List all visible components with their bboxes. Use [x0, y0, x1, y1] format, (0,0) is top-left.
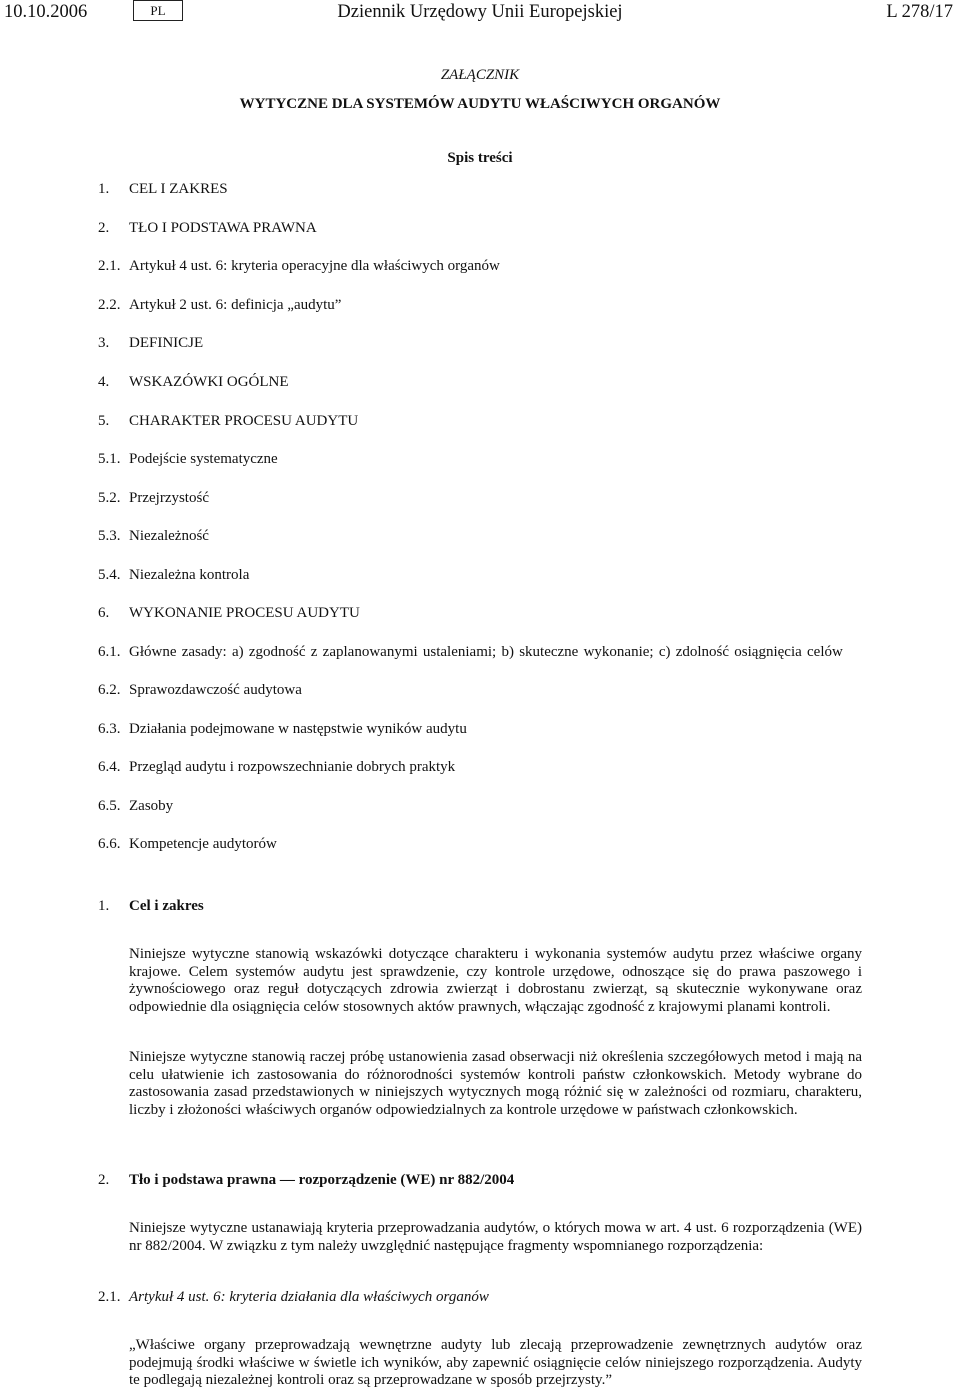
toc-item-text: Kompetencje audytorów	[129, 836, 277, 852]
page-reference: L 278/17	[886, 2, 953, 22]
toc-title: Spis treści	[447, 150, 513, 166]
toc-item-text: Podejście systematyczne	[129, 451, 278, 467]
toc-item-number: 5.4.	[98, 567, 121, 583]
regulation-quote: „Właściwe organy przeprowadzają wewnętrzne audyty lub zlecają przeprowadzenie zewnętrznych audytów oraz podejmują środki właściwe w świetle ich wyników, aby zapewnić osiągnięcie celów niniejszego rozporządzenia. Audyty te podlegają niezależnej kontroli oraz są przeprowadzane w sposób przejrzysty.”	[129, 1337, 862, 1389]
toc-item-number: 6.4.	[98, 759, 121, 775]
section-2-heading: Tło i podstawa prawna — rozporządzenie (WE) nr 882/2004	[129, 1172, 515, 1188]
toc-item-text: Niezależna kontrola	[129, 567, 250, 583]
toc-item-number: 2.	[98, 220, 110, 236]
toc-item-number: 5.	[98, 413, 110, 429]
section-1-heading: Cel i zakres	[129, 898, 204, 914]
toc-item-number: 5.2.	[98, 490, 121, 506]
toc-item-text: Artykuł 2 ust. 6: definicja „audytu”	[129, 297, 342, 313]
toc-item-number: 2.2.	[98, 297, 121, 313]
toc-item-number: 3.	[98, 335, 110, 351]
toc-item-text: Niezależność	[129, 528, 209, 544]
toc-item-number: 4.	[98, 374, 110, 390]
section-1-number: 1.	[98, 898, 110, 914]
document-title: WYTYCZNE DLA SYSTEMÓW AUDYTU WŁAŚCIWYCH ORGANÓW	[239, 96, 721, 112]
toc-item-number: 5.1.	[98, 451, 121, 467]
toc-item-number: 6.3.	[98, 721, 121, 737]
toc-item-text: Przegląd audytu i rozpowszechnianie dobrych praktyk	[129, 759, 456, 775]
toc-item-number: 6.6.	[98, 836, 121, 852]
subsection-2-1-number: 2.1.	[98, 1289, 121, 1305]
toc-item-number: 2.1.	[98, 258, 121, 274]
section-1-paragraph-2: Niniejsze wytyczne stanowią raczej próbę ustanowienia zasad obserwacji niż określenia szczegółowych metod i mają na celu ułatwienie ich zastosowania do różnorodności systemów kontroli państw członkowskich. Metody wybrane do zastosowania zasad przedstawionych w niniejszych wytycznych mogą różnić się w zależności od rozmiaru, charakteru, liczby i złożoności właściwych organów odpowiedzialnych za kontrole urzędowe w państwach członkowskich.	[129, 1049, 862, 1118]
toc-item-text: CEL I ZAKRES	[129, 181, 228, 197]
subsection-2-1-heading: Artykuł 4 ust. 6: kryteria działania dla właściwych organów	[129, 1289, 489, 1305]
section-2-paragraph: Niniejsze wytyczne ustanawiają kryteria przeprowadzania audytów, o których mowa w art. 4 ust. 6 rozporządzenia (WE) nr 882/2004. W związku z tym należy uwzględnić następujące fragmenty wspomnianego rozporządzenia:	[129, 1220, 862, 1254]
toc-item-text: TŁO I PODSTAWA PRAWNA	[129, 220, 317, 236]
toc-item-number: 5.3.	[98, 528, 121, 544]
section-1-paragraph-1: Niniejsze wytyczne stanowią wskazówki dotyczące charakteru i wykonania systemów audytu przez właściwe organy krajowe. Celem systemów audytu jest sprawdzenie, czy kontrole urzędowe, odnoszące się do prawa paszowego i żywnościowego oraz reguł dotyczących zdrowia zwierząt i dobrostanu zwierząt, są skutecznie wykonywane oraz odpowiednie dla osiągnięcia celów stosownych aktów prawnych, włączając zgodność z krajowymi planami kontroli.	[129, 946, 862, 1015]
toc-item-text: Działania podejmowane w następstwie wyników audytu	[129, 721, 467, 737]
toc-item-number: 6.2.	[98, 682, 121, 698]
toc-item-text: Zasoby	[129, 798, 174, 814]
publication-date: 10.10.2006	[4, 2, 88, 22]
toc-item-text: WSKAZÓWKI OGÓLNE	[129, 374, 289, 390]
toc-item-text: Artykuł 4 ust. 6: kryteria operacyjne dla właściwych organów	[129, 258, 500, 274]
toc-item-number: 1.	[98, 181, 110, 197]
toc-item-number: 6.1.	[98, 644, 121, 660]
annex-label: ZAŁĄCZNIK	[440, 67, 520, 83]
journal-name: Dziennik Urzędowy Unii Europejskiej	[337, 2, 623, 22]
toc-item-text: Przejrzystość	[129, 490, 209, 506]
section-2-number: 2.	[98, 1172, 110, 1188]
language-badge: PL	[133, 0, 183, 21]
toc-item-number: 6.5.	[98, 798, 121, 814]
toc-item-text: WYKONANIE PROCESU AUDYTU	[129, 605, 360, 621]
toc-item-number: 6.	[98, 605, 110, 621]
toc-item-text: DEFINICJE	[129, 335, 204, 351]
toc-item-text: Główne zasady: a) zgodność z zaplanowanymi ustaleniami; b) skuteczne wykonanie; c) zdolność osiągnięcia celów	[129, 644, 843, 660]
toc-item-text: CHARAKTER PROCESU AUDYTU	[129, 413, 359, 429]
toc-item-text: Sprawozdawczość audytowa	[129, 682, 302, 698]
